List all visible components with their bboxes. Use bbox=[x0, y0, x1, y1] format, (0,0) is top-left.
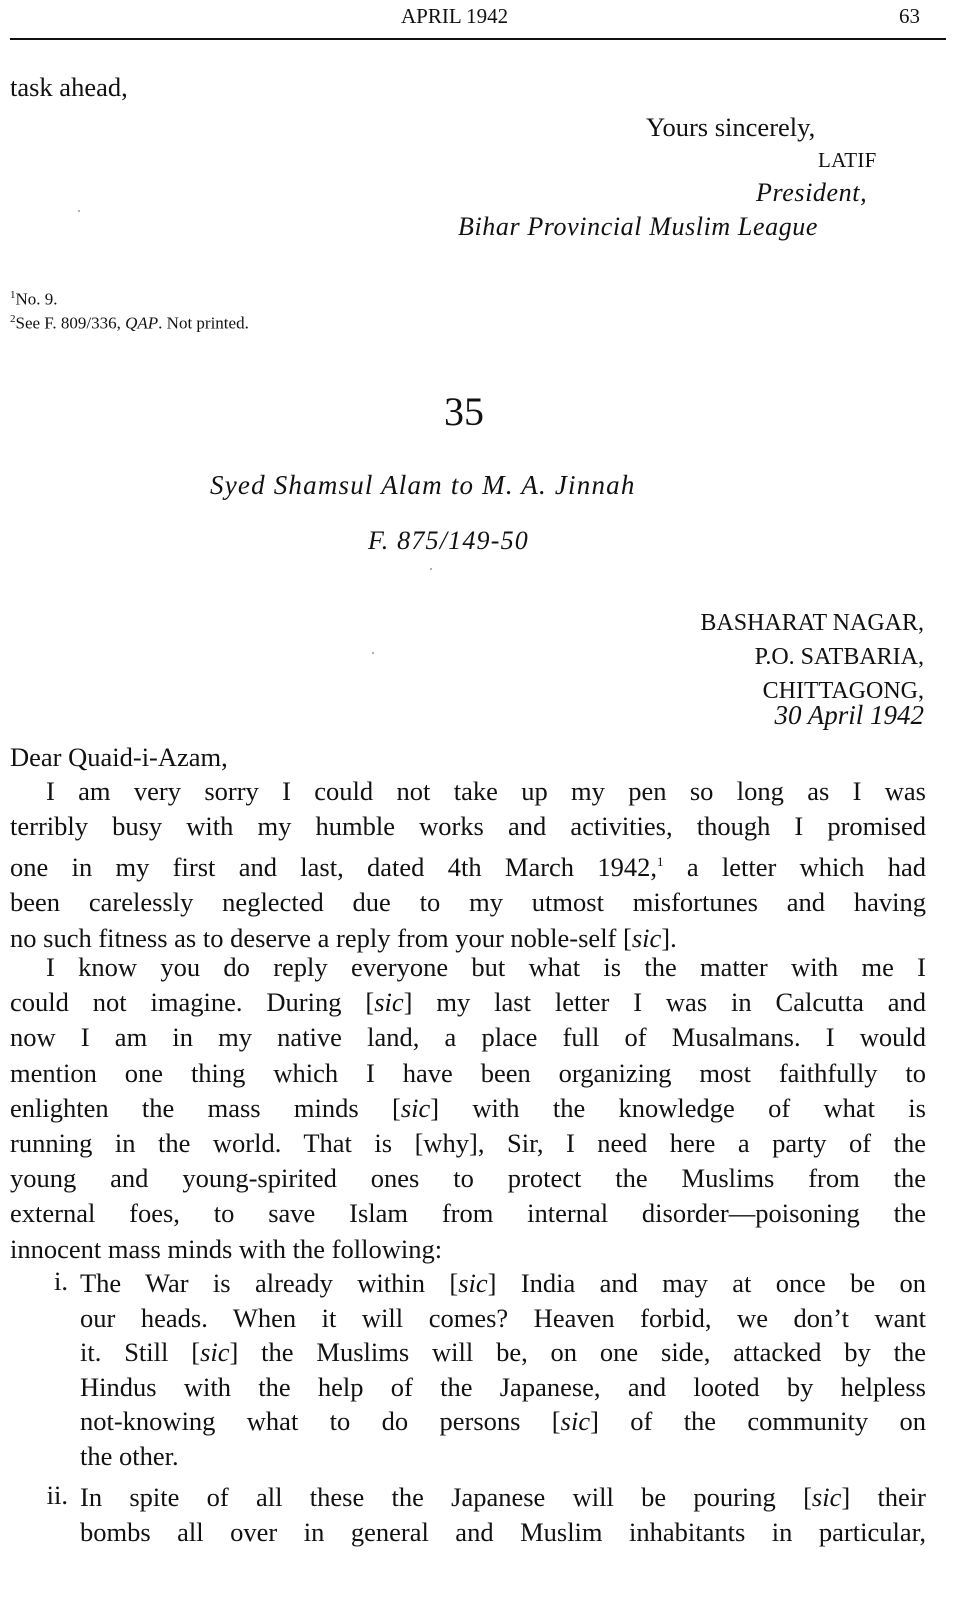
header-rule bbox=[10, 38, 946, 40]
running-title: APRIL 1942 bbox=[401, 4, 509, 28]
organization: Bihar Provincial Muslim League bbox=[458, 212, 819, 241]
signatory-title: President, bbox=[756, 178, 868, 207]
salutation: Dear Quaid-i-Azam, bbox=[10, 742, 228, 772]
document-reference: F. 875/149-50 bbox=[368, 526, 530, 555]
paragraph-2: I know you do reply everyone but what is the matter with me I could not imagine. During [sic] my last letter I was in Calcutta and now I am in my native land, a place full of Musalmans. I would mention one thing which I have been organizing most faithfully to enlighten the mass minds [sic] with the knowledge of what is running in the world. That is [why], Sir, I need here a party of the young and young-spirited ones to protect the Muslims from the external foes, to save Islam from internal disorder—poisoning the innocent mass minds with the following: bbox=[10, 952, 927, 1264]
letter-date: 30 April 1942 bbox=[774, 700, 924, 730]
document-number: 35 bbox=[444, 389, 484, 434]
address-line-2: P.O. SATBARIA, bbox=[754, 644, 924, 670]
speck bbox=[430, 568, 432, 570]
signature: LATIF bbox=[818, 148, 877, 172]
valediction: Yours sincerely, bbox=[646, 112, 816, 142]
list-item-i: The War is already within [sic] India and may at once be on our heads. When it will comes? Heaven forbid, we don’t want it. Still [sic] the Muslims will be, on one side, attacked by the Hindus with the help of the Japanese, and looted by helpless not-knowing what to do persons [sic] of the community on the other. bbox=[80, 1268, 926, 1471]
closing-text: task ahead, bbox=[10, 72, 128, 102]
footnote-1: $^1$No. 9. bbox=[10, 289, 58, 309]
page-number: 63 bbox=[899, 4, 920, 28]
speck bbox=[78, 210, 80, 212]
list-item-ii: In spite of all these the Japanese will be pouring [sic] their bombs all over in general and Muslim inhabitants in particular, bbox=[80, 1482, 927, 1547]
paragraph-1: I am very sorry I could not take up my pen so long as I was terribly busy with my humble works and activities, though I promised one in my first and last, dated 4th March 1942,$^1$ a letter which had been carelessly neglected due to my utmost misfortunes and having no such fitness as to deserve a reply from your noble-self [sic]. bbox=[10, 776, 926, 953]
footnote-2: $^2$See F. 809/336, QAP. Not printed. bbox=[10, 313, 249, 333]
speck bbox=[372, 652, 374, 654]
item-marker-ii: ii. bbox=[46, 1480, 68, 1510]
item-marker-i: i. bbox=[54, 1266, 68, 1296]
address-line-1: BASHARAT NAGAR, bbox=[700, 610, 924, 636]
document-title: Syed Shamsul Alam to M. A. Jinnah bbox=[210, 470, 636, 500]
address-line-3: CHITTAGONG, bbox=[762, 678, 924, 704]
